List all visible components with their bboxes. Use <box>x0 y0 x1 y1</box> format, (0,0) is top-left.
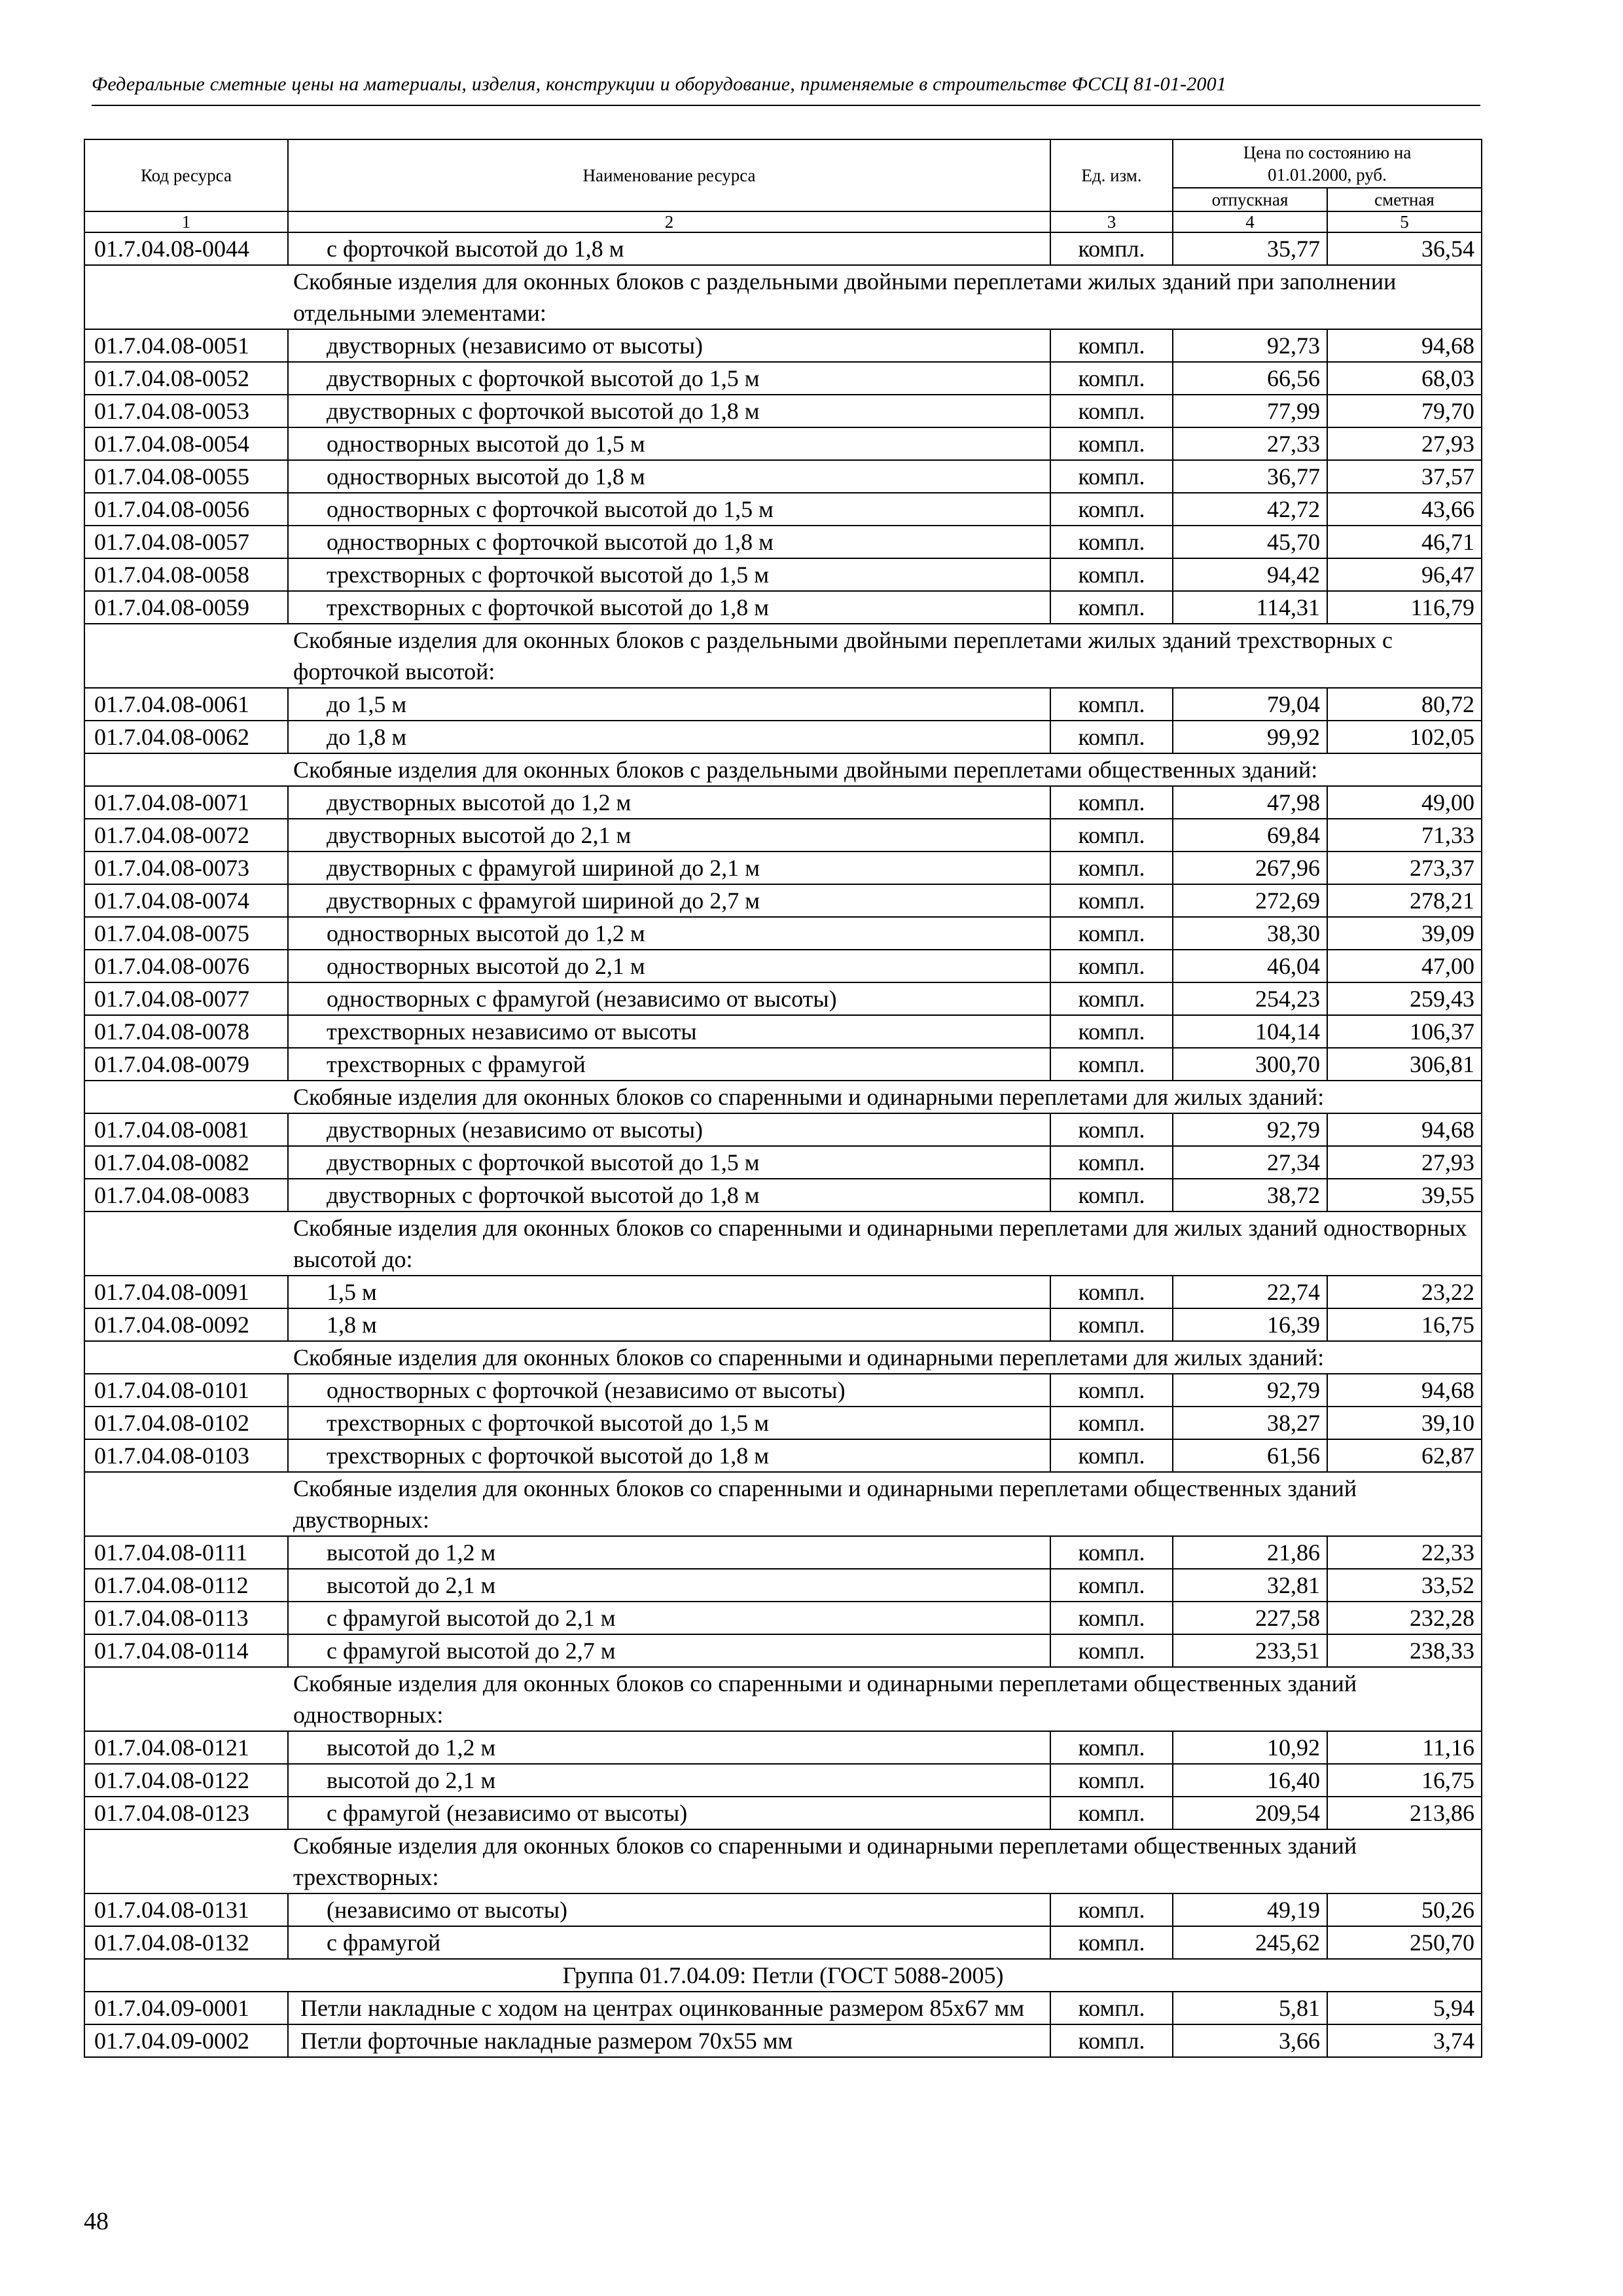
table-row <box>84 1634 1482 1667</box>
unit: компл. <box>1050 786 1173 819</box>
resource-name: двустворных с форточкой высотой до 1,5 м <box>288 362 1050 395</box>
section-heading: Скобяные изделия для оконных блоков с раздельными двойными переплетами жилых зданий трехстворных с форточкой высотой: <box>84 624 1482 688</box>
estimate-price: 11,16 <box>1327 1731 1482 1764</box>
table-row <box>84 1374 1482 1407</box>
table-row <box>84 2024 1482 2057</box>
release-price: 104,14 <box>1173 1015 1327 1048</box>
resource-name: двустворных (независимо от высоты) <box>288 329 1050 362</box>
unit: компл. <box>1050 1146 1173 1179</box>
release-price: 267,96 <box>1173 852 1327 884</box>
release-price: 79,04 <box>1173 688 1327 721</box>
unit: компл. <box>1050 2024 1173 2057</box>
unit: компл. <box>1050 688 1173 721</box>
table-row <box>84 786 1482 819</box>
resource-name: одностворных с форточкой (независимо от высоты) <box>288 1374 1050 1407</box>
section-heading-row <box>84 753 1482 786</box>
resource-code: 01.7.04.08-0072 <box>84 819 288 852</box>
unit: компл. <box>1050 1893 1173 1926</box>
release-price: 27,34 <box>1173 1146 1327 1179</box>
table-body <box>84 232 1482 2057</box>
table-row <box>84 1308 1482 1341</box>
resource-code: 01.7.04.08-0071 <box>84 786 288 819</box>
resource-name: (независимо от высоты) <box>288 1893 1050 1926</box>
section-heading: Скобяные изделия для оконных блоков со спаренными и одинарными переплетами общественных зданий одностворных: <box>84 1667 1482 1731</box>
resource-code: 01.7.04.08-0052 <box>84 362 288 395</box>
resource-code: 01.7.04.08-0111 <box>84 1536 288 1569</box>
resource-name: высотой до 1,2 м <box>288 1536 1050 1569</box>
resource-name: одностворных высотой до 1,2 м <box>288 917 1050 950</box>
header-price: Цена по состоянию на 01.01.2000, руб. <box>1173 139 1482 188</box>
unit: компл. <box>1050 884 1173 917</box>
table-row <box>84 917 1482 950</box>
unit: компл. <box>1050 1407 1173 1439</box>
estimate-price: 16,75 <box>1327 1764 1482 1797</box>
release-price: 38,27 <box>1173 1407 1327 1439</box>
estimate-price: 80,72 <box>1327 688 1482 721</box>
resource-name: одностворных с форточкой высотой до 1,5 м <box>288 493 1050 526</box>
header-rule <box>92 105 1480 106</box>
resource-name: с фрамугой <box>288 1926 1050 1959</box>
unit: компл. <box>1050 526 1173 558</box>
resource-name: до 1,5 м <box>288 688 1050 721</box>
table-row <box>84 1569 1482 1602</box>
unit: компл. <box>1050 1015 1173 1048</box>
resource-code: 01.7.04.08-0073 <box>84 852 288 884</box>
release-price: 233,51 <box>1173 1634 1327 1667</box>
unit: компл. <box>1050 460 1173 493</box>
release-price: 38,30 <box>1173 917 1327 950</box>
estimate-price: 106,37 <box>1327 1015 1482 1048</box>
resource-code: 01.7.04.08-0054 <box>84 427 288 460</box>
estimate-price: 36,54 <box>1327 232 1482 265</box>
resource-name: трехстворных с фрамугой <box>288 1048 1050 1081</box>
resource-code: 01.7.04.08-0051 <box>84 329 288 362</box>
estimate-price: 23,22 <box>1327 1276 1482 1308</box>
estimate-price: 94,68 <box>1327 329 1482 362</box>
column-numbers-row <box>84 211 1482 232</box>
resource-code: 01.7.04.08-0053 <box>84 395 288 427</box>
page-number: 48 <box>84 2208 109 2235</box>
section-heading: Скобяные изделия для оконных блоков со спаренными и одинарными переплетами для жилых зданий: <box>84 1081 1482 1113</box>
resource-name: до 1,8 м <box>288 721 1050 753</box>
table-row <box>84 460 1482 493</box>
section-heading-row <box>84 1667 1482 1731</box>
group-heading: Группа 01.7.04.09: Петли (ГОСТ 5088-2005) <box>84 1959 1482 1992</box>
resource-code: 01.7.04.09-0001 <box>84 1992 288 2024</box>
table-row <box>84 1439 1482 1472</box>
resource-code: 01.7.04.08-0055 <box>84 460 288 493</box>
header-name: Наименование ресурса <box>288 139 1050 211</box>
resource-code: 01.7.04.08-0062 <box>84 721 288 753</box>
release-price: 92,79 <box>1173 1374 1327 1407</box>
section-heading-row <box>84 624 1482 688</box>
table-row <box>84 982 1482 1015</box>
release-price: 16,39 <box>1173 1308 1327 1341</box>
table-row <box>84 852 1482 884</box>
table-row <box>84 1797 1482 1829</box>
resource-name: трехстворных с форточкой высотой до 1,8 м <box>288 1439 1050 1472</box>
release-price: 49,19 <box>1173 1893 1327 1926</box>
unit: компл. <box>1050 1536 1173 1569</box>
unit: компл. <box>1050 1439 1173 1472</box>
resource-code: 01.7.04.08-0044 <box>84 232 288 265</box>
estimate-price: 238,33 <box>1327 1634 1482 1667</box>
resource-name: 1,8 м <box>288 1308 1050 1341</box>
unit: компл. <box>1050 950 1173 982</box>
resource-name: одностворных с форточкой высотой до 1,8 м <box>288 526 1050 558</box>
estimate-price: 250,70 <box>1327 1926 1482 1959</box>
resource-code: 01.7.04.08-0102 <box>84 1407 288 1439</box>
section-heading-row <box>84 1472 1482 1536</box>
resource-name: с фрамугой (независимо от высоты) <box>288 1797 1050 1829</box>
table-row <box>84 950 1482 982</box>
table-row <box>84 1764 1482 1797</box>
resource-code: 01.7.04.09-0002 <box>84 2024 288 2057</box>
table-row <box>84 1276 1482 1308</box>
unit: компл. <box>1050 427 1173 460</box>
estimate-price: 47,00 <box>1327 950 1482 982</box>
column-number: 4 <box>1173 211 1327 232</box>
resource-name: одностворных высотой до 2,1 м <box>288 950 1050 982</box>
table-row <box>84 1407 1482 1439</box>
resource-code: 01.7.04.08-0075 <box>84 917 288 950</box>
table-row <box>84 1146 1482 1179</box>
release-price: 92,73 <box>1173 329 1327 362</box>
release-price: 227,58 <box>1173 1602 1327 1634</box>
table-header <box>84 139 1482 232</box>
estimate-price: 49,00 <box>1327 786 1482 819</box>
resource-code: 01.7.04.08-0074 <box>84 884 288 917</box>
unit: компл. <box>1050 819 1173 852</box>
group-heading-row <box>84 1959 1482 1992</box>
resource-code: 01.7.04.08-0081 <box>84 1113 288 1146</box>
release-price: 27,33 <box>1173 427 1327 460</box>
price-table <box>84 139 1482 2058</box>
release-price: 99,92 <box>1173 721 1327 753</box>
unit: компл. <box>1050 395 1173 427</box>
release-price: 300,70 <box>1173 1048 1327 1081</box>
unit: компл. <box>1050 1797 1173 1829</box>
estimate-price: 306,81 <box>1327 1048 1482 1081</box>
resource-code: 01.7.04.08-0082 <box>84 1146 288 1179</box>
estimate-price: 232,28 <box>1327 1602 1482 1634</box>
estimate-price: 94,68 <box>1327 1374 1482 1407</box>
resource-name: трехстворных независимо от высоты <box>288 1015 1050 1048</box>
estimate-price: 68,03 <box>1327 362 1482 395</box>
unit: компл. <box>1050 1634 1173 1667</box>
resource-name: двустворных (независимо от высоты) <box>288 1113 1050 1146</box>
resource-code: 01.7.04.08-0123 <box>84 1797 288 1829</box>
table-row <box>84 362 1482 395</box>
release-price: 5,81 <box>1173 1992 1327 2024</box>
resource-code: 01.7.04.08-0076 <box>84 950 288 982</box>
estimate-price: 50,26 <box>1327 1893 1482 1926</box>
resource-name: высотой до 1,2 м <box>288 1731 1050 1764</box>
resource-name: двустворных с фрамугой шириной до 2,7 м <box>288 884 1050 917</box>
resource-code: 01.7.04.08-0059 <box>84 591 288 624</box>
release-price: 66,56 <box>1173 362 1327 395</box>
unit: компл. <box>1050 852 1173 884</box>
section-heading: Скобяные изделия для оконных блоков со спаренными и одинарными переплетами для жилых зданий: <box>84 1341 1482 1374</box>
resource-name: двустворных с форточкой высотой до 1,8 м <box>288 395 1050 427</box>
release-price: 3,66 <box>1173 2024 1327 2057</box>
table-row <box>84 1992 1482 2024</box>
resource-name: с фрамугой высотой до 2,7 м <box>288 1634 1050 1667</box>
table-row <box>84 558 1482 591</box>
estimate-price: 37,57 <box>1327 460 1482 493</box>
resource-name: 1,5 м <box>288 1276 1050 1308</box>
estimate-price: 116,79 <box>1327 591 1482 624</box>
resource-code: 01.7.04.08-0112 <box>84 1569 288 1602</box>
table-row <box>84 819 1482 852</box>
column-number: 3 <box>1050 211 1173 232</box>
section-heading-row <box>84 1829 1482 1893</box>
resource-name: двустворных высотой до 2,1 м <box>288 819 1050 852</box>
resource-name: двустворных высотой до 1,2 м <box>288 786 1050 819</box>
estimate-price: 39,09 <box>1327 917 1482 950</box>
table-row <box>84 329 1482 362</box>
section-heading: Скобяные изделия для оконных блоков с раздельными двойными переплетами жилых зданий при заполнении отдельными элементами: <box>84 265 1482 329</box>
release-price: 21,86 <box>1173 1536 1327 1569</box>
table-row <box>84 1536 1482 1569</box>
release-price: 114,31 <box>1173 591 1327 624</box>
resource-name: трехстворных с форточкой высотой до 1,5 м <box>288 1407 1050 1439</box>
table-row <box>84 1015 1482 1048</box>
release-price: 61,56 <box>1173 1439 1327 1472</box>
release-price: 22,74 <box>1173 1276 1327 1308</box>
section-heading: Скобяные изделия для оконных блоков со спаренными и одинарными переплетами общественных зданий двустворных: <box>84 1472 1482 1536</box>
release-price: 77,99 <box>1173 395 1327 427</box>
header-unit: Ед. изм. <box>1050 139 1173 211</box>
release-price: 272,69 <box>1173 884 1327 917</box>
estimate-price: 16,75 <box>1327 1308 1482 1341</box>
resource-name: трехстворных с форточкой высотой до 1,8 м <box>288 591 1050 624</box>
estimate-price: 96,47 <box>1327 558 1482 591</box>
resource-code: 01.7.04.08-0057 <box>84 526 288 558</box>
estimate-price: 102,05 <box>1327 721 1482 753</box>
resource-code: 01.7.04.08-0122 <box>84 1764 288 1797</box>
table-row <box>84 1926 1482 1959</box>
table-row <box>84 1179 1482 1211</box>
header-estimate: сметная <box>1327 188 1482 211</box>
table-row <box>84 1048 1482 1081</box>
column-number: 2 <box>288 211 1050 232</box>
resource-name: высотой до 2,1 м <box>288 1569 1050 1602</box>
resource-code: 01.7.04.08-0061 <box>84 688 288 721</box>
estimate-price: 5,94 <box>1327 1992 1482 2024</box>
unit: компл. <box>1050 721 1173 753</box>
release-price: 94,42 <box>1173 558 1327 591</box>
table-row <box>84 884 1482 917</box>
table-row <box>84 427 1482 460</box>
estimate-price: 39,55 <box>1327 1179 1482 1211</box>
release-price: 36,77 <box>1173 460 1327 493</box>
section-heading-row <box>84 265 1482 329</box>
estimate-price: 273,37 <box>1327 852 1482 884</box>
estimate-price: 94,68 <box>1327 1113 1482 1146</box>
resource-code: 01.7.04.08-0079 <box>84 1048 288 1081</box>
unit: компл. <box>1050 1048 1173 1081</box>
estimate-price: 33,52 <box>1327 1569 1482 1602</box>
table-row <box>84 721 1482 753</box>
unit: компл. <box>1050 917 1173 950</box>
unit: компл. <box>1050 1764 1173 1797</box>
column-number: 1 <box>84 211 288 232</box>
unit: компл. <box>1050 493 1173 526</box>
resource-code: 01.7.04.08-0058 <box>84 558 288 591</box>
release-price: 46,04 <box>1173 950 1327 982</box>
release-price: 16,40 <box>1173 1764 1327 1797</box>
resource-name: с форточкой высотой до 1,8 м <box>288 232 1050 265</box>
estimate-price: 278,21 <box>1327 884 1482 917</box>
table-row <box>84 493 1482 526</box>
table-row <box>84 395 1482 427</box>
estimate-price: 3,74 <box>1327 2024 1482 2057</box>
resource-code: 01.7.04.08-0132 <box>84 1926 288 1959</box>
resource-code: 01.7.04.08-0056 <box>84 493 288 526</box>
unit: компл. <box>1050 1308 1173 1341</box>
unit: компл. <box>1050 1731 1173 1764</box>
header-code: Код ресурса <box>84 139 288 211</box>
release-price: 254,23 <box>1173 982 1327 1015</box>
table-row <box>84 1731 1482 1764</box>
release-price: 35,77 <box>1173 232 1327 265</box>
table-row <box>84 232 1482 265</box>
section-heading-row <box>84 1211 1482 1276</box>
resource-name: Петли накладные с ходом на центрах оцинкованные размером 85х67 мм <box>288 1992 1050 2024</box>
resource-name: трехстворных с форточкой высотой до 1,5 м <box>288 558 1050 591</box>
resource-code: 01.7.04.08-0131 <box>84 1893 288 1926</box>
unit: компл. <box>1050 362 1173 395</box>
resource-code: 01.7.04.08-0078 <box>84 1015 288 1048</box>
estimate-price: 71,33 <box>1327 819 1482 852</box>
release-price: 69,84 <box>1173 819 1327 852</box>
unit: компл. <box>1050 232 1173 265</box>
estimate-price: 259,43 <box>1327 982 1482 1015</box>
section-heading: Скобяные изделия для оконных блоков со спаренными и одинарными переплетами общественных зданий трехстворных: <box>84 1829 1482 1893</box>
resource-name: одностворных высотой до 1,8 м <box>288 460 1050 493</box>
section-heading-row <box>84 1081 1482 1113</box>
estimate-price: 43,66 <box>1327 493 1482 526</box>
resource-name: Петли форточные накладные размером 70х55 мм <box>288 2024 1050 2057</box>
resource-name: высотой до 2,1 м <box>288 1764 1050 1797</box>
resource-code: 01.7.04.08-0114 <box>84 1634 288 1667</box>
estimate-price: 213,86 <box>1327 1797 1482 1829</box>
estimate-price: 27,93 <box>1327 427 1482 460</box>
release-price: 32,81 <box>1173 1569 1327 1602</box>
resource-name: двустворных с форточкой высотой до 1,8 м <box>288 1179 1050 1211</box>
section-heading: Скобяные изделия для оконных блоков с раздельными двойными переплетами общественных зданий: <box>84 753 1482 786</box>
estimate-price: 27,93 <box>1327 1146 1482 1179</box>
release-price: 92,79 <box>1173 1113 1327 1146</box>
resource-code: 01.7.04.08-0077 <box>84 982 288 1015</box>
unit: компл. <box>1050 1602 1173 1634</box>
section-heading-row <box>84 1341 1482 1374</box>
release-price: 209,54 <box>1173 1797 1327 1829</box>
unit: компл. <box>1050 1992 1173 2024</box>
unit: компл. <box>1050 1179 1173 1211</box>
table-row <box>84 1113 1482 1146</box>
resource-code: 01.7.04.08-0101 <box>84 1374 288 1407</box>
column-number: 5 <box>1327 211 1482 232</box>
resource-code: 01.7.04.08-0092 <box>84 1308 288 1341</box>
unit: компл. <box>1050 1374 1173 1407</box>
resource-name: одностворных высотой до 1,5 м <box>288 427 1050 460</box>
unit: компл. <box>1050 558 1173 591</box>
resource-name: одностворных с фрамугой (независимо от высоты) <box>288 982 1050 1015</box>
estimate-price: 39,10 <box>1327 1407 1482 1439</box>
section-heading: Скобяные изделия для оконных блоков со спаренными и одинарными переплетами для жилых зданий одностворных высотой до: <box>84 1211 1482 1276</box>
resource-name: с фрамугой высотой до 2,1 м <box>288 1602 1050 1634</box>
unit: компл. <box>1050 1276 1173 1308</box>
resource-name: двустворных с фрамугой шириной до 2,1 м <box>288 852 1050 884</box>
resource-code: 01.7.04.08-0113 <box>84 1602 288 1634</box>
table-row <box>84 1893 1482 1926</box>
resource-code: 01.7.04.08-0091 <box>84 1276 288 1308</box>
running-header: Федеральные сметные цены на материалы, изделия, конструкции и оборудование, применяемые в строительстве ФССЦ 81-01-2001 <box>92 73 1227 95</box>
estimate-price: 62,87 <box>1327 1439 1482 1472</box>
estimate-price: 79,70 <box>1327 395 1482 427</box>
resource-code: 01.7.04.08-0121 <box>84 1731 288 1764</box>
unit: компл. <box>1050 982 1173 1015</box>
resource-name: двустворных с форточкой высотой до 1,5 м <box>288 1146 1050 1179</box>
release-price: 38,72 <box>1173 1179 1327 1211</box>
release-price: 47,98 <box>1173 786 1327 819</box>
resource-code: 01.7.04.08-0083 <box>84 1179 288 1211</box>
unit: компл. <box>1050 1113 1173 1146</box>
estimate-price: 46,71 <box>1327 526 1482 558</box>
table-row <box>84 526 1482 558</box>
release-price: 45,70 <box>1173 526 1327 558</box>
resource-code: 01.7.04.08-0103 <box>84 1439 288 1472</box>
unit: компл. <box>1050 329 1173 362</box>
release-price: 42,72 <box>1173 493 1327 526</box>
unit: компл. <box>1050 591 1173 624</box>
release-price: 10,92 <box>1173 1731 1327 1764</box>
table-row <box>84 688 1482 721</box>
unit: компл. <box>1050 1569 1173 1602</box>
table-row <box>84 591 1482 624</box>
release-price: 245,62 <box>1173 1926 1327 1959</box>
unit: компл. <box>1050 1926 1173 1959</box>
estimate-price: 22,33 <box>1327 1536 1482 1569</box>
table-row <box>84 1602 1482 1634</box>
header-release: отпускная <box>1173 188 1327 211</box>
